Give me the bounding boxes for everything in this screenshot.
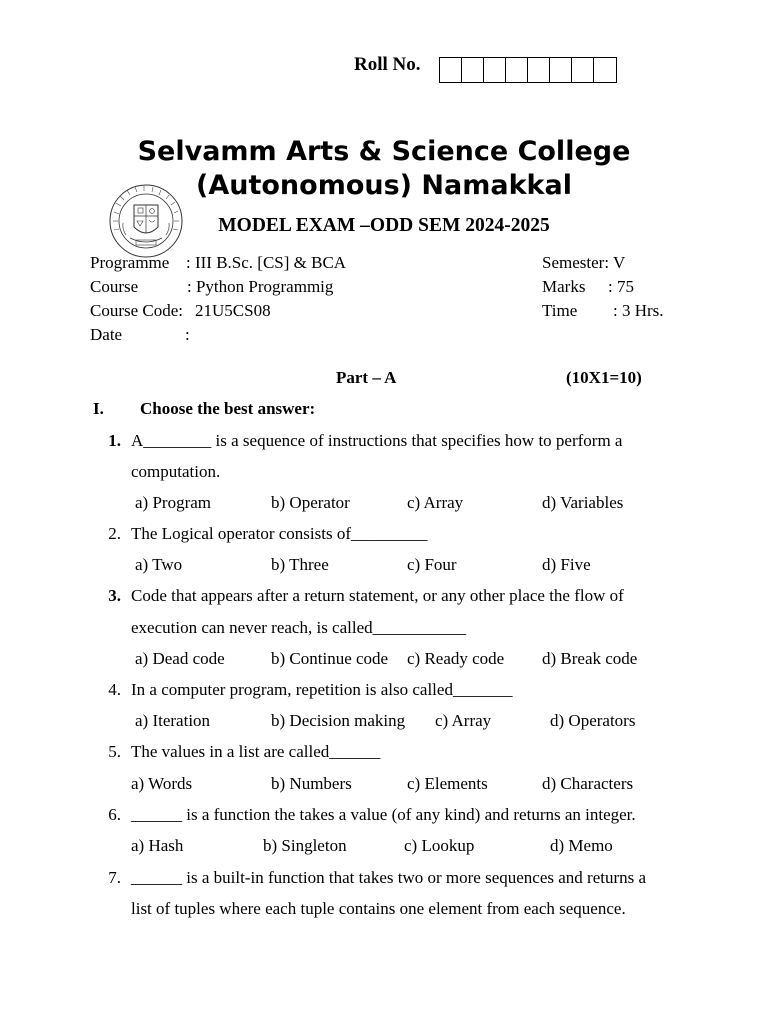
date-value: : [185,325,190,344]
course-value: : Python Programmig [187,277,334,296]
marks-value: : 75 [608,277,634,296]
option-a[interactable]: a) Dead code [135,649,225,668]
date-row [90,323,190,347]
option-d[interactable]: d) Five [542,555,591,574]
roll-number-label: Roll No. [354,54,421,75]
question-text: Code that appears after a return statement, or any other place the flow of [131,586,624,605]
course-code-value: 21U5CS08 [195,301,271,320]
exam-title: MODEL EXAM –ODD SEM 2024-2025 [218,215,550,236]
section-number: I. [93,399,104,418]
college-name-line1: Selvamm Arts & Science College [137,136,631,167]
option-c[interactable]: c) Array [435,711,492,730]
question-number: 5. [108,742,121,761]
part-marks: (10X1=10) [566,368,642,387]
programme-row [90,251,346,275]
programme-label: Programme [90,253,170,272]
option-b[interactable]: b) Singleton [263,836,347,855]
question-text: The Logical operator consists of_________ [131,524,428,543]
question-text: ______ is a function the takes a value (of any kind) and returns an integer. [131,805,636,824]
roll-digit-box[interactable] [572,58,594,82]
college-name-line2: (Autonomous) Namakkal [196,170,572,201]
roll-digit-box[interactable] [440,58,462,82]
option-a[interactable]: a) Iteration [135,711,211,730]
roll-number-boxes[interactable] [439,57,617,83]
time-value: : 3 Hrs. [613,301,664,320]
question-text-cont: computation. [131,462,221,481]
roll-digit-box[interactable] [594,58,616,82]
option-c[interactable]: c) Array [407,493,464,512]
question-text: A________ is a sequence of instructions that specifies how to perform a [131,431,623,450]
option-b[interactable]: b) Numbers [271,774,352,793]
marks-row [542,275,634,299]
roll-digit-box[interactable] [528,58,550,82]
course-code-label: Course Code: [90,301,184,320]
question-number: 1. [108,431,121,450]
marks-label: Marks [542,277,586,296]
question-text-cont: list of tuples where each tuple contains one element from each sequence. [131,899,626,918]
option-c[interactable]: c) Four [407,555,457,574]
roll-digit-box[interactable] [550,58,572,82]
question-text-cont: execution can never reach, is called___________ [131,618,467,637]
question-number: 4. [108,680,121,699]
course-label: Course [90,277,139,296]
question-text: The values in a list are called______ [131,742,381,761]
time-row [542,299,664,323]
date-label: Date [90,325,123,344]
option-c[interactable]: c) Elements [407,774,488,793]
option-b[interactable]: b) Continue code [271,649,389,668]
section-title: Choose the best answer: [140,399,316,418]
option-d[interactable]: d) Variables [542,493,624,512]
option-d[interactable]: d) Break code [542,649,638,668]
option-d[interactable]: d) Characters [542,774,634,793]
programme-value: : III B.Sc. [CS] & BCA [186,253,347,272]
option-b[interactable]: b) Three [271,555,329,574]
option-c[interactable]: c) Lookup [404,836,475,855]
question-number: 6. [108,805,121,824]
course-row [90,275,333,299]
option-d[interactable]: d) Operators [550,711,636,730]
option-a[interactable]: a) Two [135,555,183,574]
time-label: Time [542,301,578,320]
question-text: In a computer program, repetition is also called_______ [131,680,513,699]
roll-digit-box[interactable] [506,58,528,82]
question-number: 3. [108,586,121,605]
question-number: 7. [108,868,121,887]
option-a[interactable]: a) Hash [131,836,184,855]
option-c[interactable]: c) Ready code [407,649,505,668]
semester-row: Semester: V [542,253,626,272]
roll-digit-box[interactable] [462,58,484,82]
roll-digit-box[interactable] [484,58,506,82]
question-text: ______ is a built-in function that takes two or more sequences and returns a [131,868,647,887]
question-number: 2. [108,524,121,543]
option-a[interactable]: a) Program [135,493,212,512]
part-title: Part – A [336,368,397,387]
option-b[interactable]: b) Decision making [271,711,406,730]
option-b[interactable]: b) Operator [271,493,350,512]
option-d[interactable]: d) Memo [550,836,613,855]
course-code-row [90,299,271,323]
option-a[interactable]: a) Words [131,774,193,793]
